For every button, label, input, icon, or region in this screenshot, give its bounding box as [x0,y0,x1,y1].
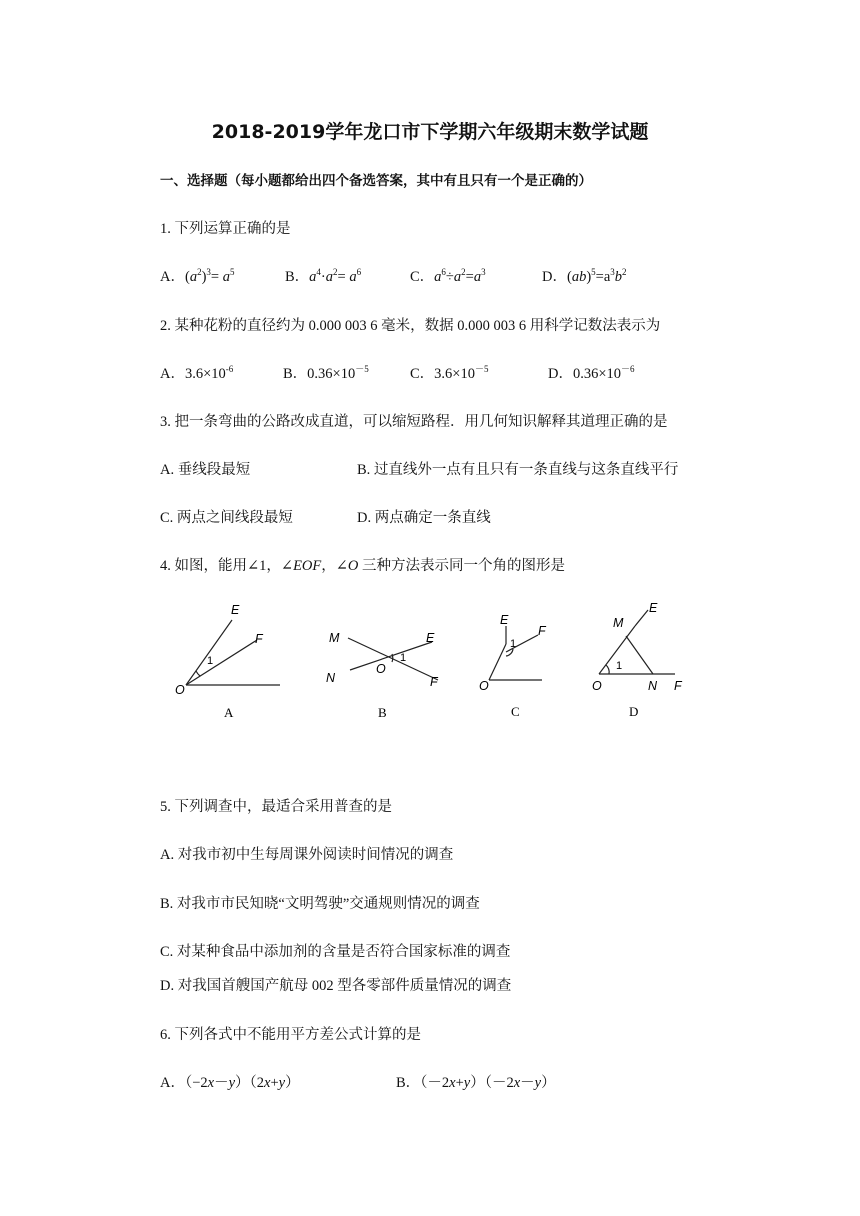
figure-caption-c: C [511,704,520,719]
q6-option-a: A．（−2x－y）（2x+y） [160,1075,300,1091]
q1-option-d: D．$(ab)^5=a^3b^2$ [542,267,627,285]
label-f: F [538,624,546,638]
label-m: M [613,616,624,630]
label-m: M [329,631,340,645]
q2-option-a: A．$3.6\times 10^{-6}$ [160,364,234,382]
label-e: E [426,631,435,645]
figure-c [470,598,560,723]
q5-option-d: D. 对我国首艘国产航母 002 型各零部件质量情况的调查 [160,978,512,994]
label-n: N [326,671,336,685]
question-2-stem: 2. 某种花粉的直径约为 0.000 003 6 毫米，数据 0.000 003 6 用科学记数法表示为 [160,318,661,334]
label-f: F [674,679,682,693]
figure-caption-d: D [629,704,639,719]
figure-b [320,598,450,723]
question-3-stem: 3. 把一条弯曲的公路改成直道，可以缩短路程．用几何知识解释其道理正确的是 [160,414,668,430]
label-o: O [175,683,185,697]
q1-option-b: B．$a^4\cdot a^2= a^6$ [285,267,362,285]
label-o: O [592,679,602,693]
figure-a [165,598,295,723]
q5-option-c: C. 对某种食品中添加剂的含量是否符合国家标准的调查 [160,944,511,960]
q2-option-c: C．$3.6\times 10^{-5}$ [410,364,489,382]
section-heading: 一、选择题（每小题都给出四个备选答案，其中有且只有一个是正确的） [160,173,592,189]
label-angle-1: 1 [207,655,214,667]
label-e: E [500,613,509,627]
label-f: F [430,675,438,689]
q3-option-d: D. 两点确定一条直线 [357,510,491,526]
label-o: O [376,662,386,676]
q3-option-c: C. 两点之间线段最短 [160,510,293,526]
q3-option-b: B. 过直线外一点有且只有一条直线与这条直线平行 [357,462,679,478]
label-e: E [649,601,658,615]
figure-caption-a: A [224,705,234,720]
label-angle-1: 1 [510,638,517,650]
q5-option-b: B. 对我市市民知晓“文明驾驶”交通规则情况的调查 [160,896,480,912]
label-angle-1: 1 [616,660,623,672]
q1-option-a: A．$(a^2)^3= a^5$ [160,267,235,285]
figure-caption-b: B [378,705,387,720]
figure-d [585,598,695,723]
q3-option-a: A. 垂线段最短 [160,462,251,478]
q6-option-b: B．（－2x+y）（－2x－y） [396,1075,556,1091]
question-4-stem: 4. 如图，能用∠1，∠EOF，∠O 三种方法表示同一个角的图形是 [160,558,566,574]
question-5-stem: 5. 下列调查中，最适合采用普查的是 [160,799,392,815]
label-o: O [479,679,489,693]
question-6-stem: 6. 下列各式中不能用平方差公式计算的是 [160,1027,421,1043]
q2-option-b: B．$0.36\times 10^{-5}$ [283,364,369,382]
label-n: N [648,679,658,693]
q2-option-d: D．$0.36\times 10^{-6}$ [548,364,635,382]
page-title: 2018-2019学年龙口市下学期六年级期末数学试题 [211,121,649,143]
q5-option-a: A. 对我市初中生每周课外阅读时间情况的调查 [160,847,454,863]
question-1-stem: 1. 下列运算正确的是 [160,221,291,237]
q1-option-c: C．$a^6\div a^2=a^3$ [410,267,486,285]
label-f: F [255,632,263,646]
label-e: E [231,603,240,617]
label-angle-1: 1 [400,652,407,664]
